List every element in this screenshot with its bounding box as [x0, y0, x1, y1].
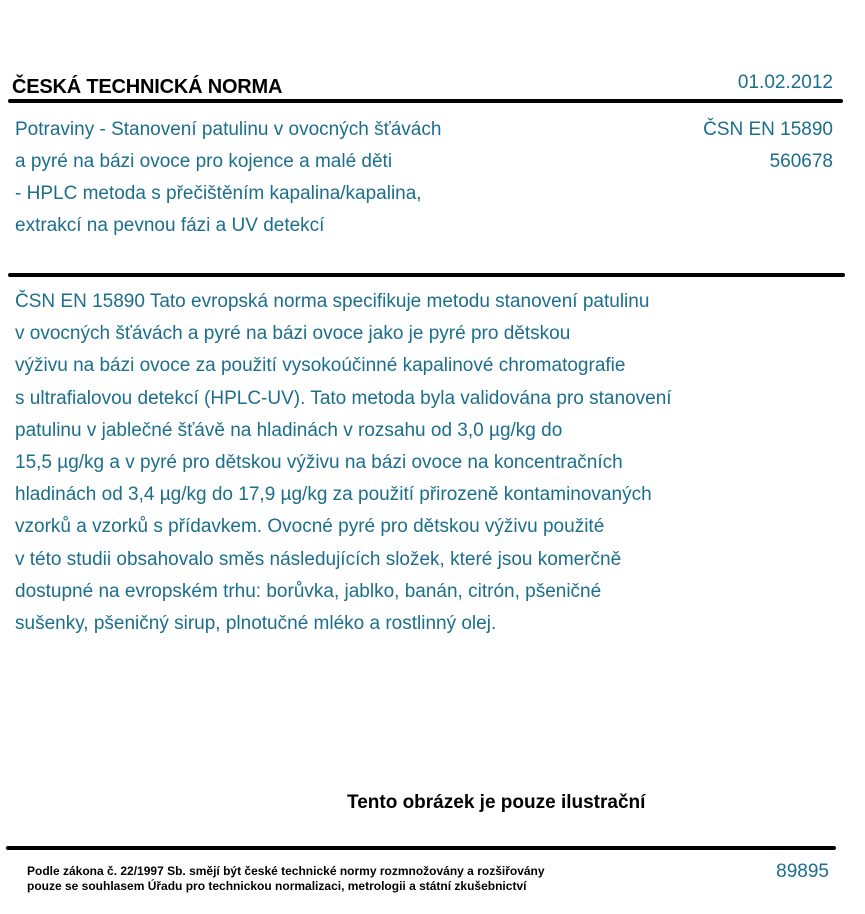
- title-divider: [8, 273, 845, 277]
- abstract-line: s ultrafialovou detekcí (HPLC-UV). Tato metoda byla validována pro stanovení: [15, 387, 672, 409]
- legal-line: Podle zákona č. 22/1997 Sb. smějí být české technické normy rozmnožovány a rozšiřovány: [27, 864, 545, 878]
- abstract-line: 15,5 µg/kg a v pyré pro dětskou výživu na bázi ovoce na koncentračních: [15, 452, 623, 474]
- abstract-line: patulinu v jablečné šťávě na hladinách v rozsahu od 3,0 µg/kg do: [15, 419, 563, 441]
- title-line: - HPLC metoda s přečištěním kapalina/kapalina,: [15, 183, 422, 204]
- abstract-text: [15, 286, 775, 640]
- publication-date: 01.02.2012: [737, 72, 833, 93]
- legal-line: pouze se souhlasem Úřadu pro technickou normalizaci, metrologii a státní zkušebnictví: [27, 879, 527, 893]
- document-number: 89895: [776, 861, 829, 882]
- title-line: a pyré na bázi ovoce pro kojence a malé děti: [15, 151, 393, 172]
- abstract-line: sušenky, pšeničný sirup, plnotučné mléko a rostlinný olej.: [15, 613, 497, 635]
- class-number: 560678: [769, 151, 833, 172]
- abstract-line: vzorků a vzorků s přídavkem. Ovocné pyré pro dětskou výživu použité: [15, 516, 605, 538]
- abstract-line: výživu na bázi ovoce za použití vysokoúčinné kapalinové chromatografie: [15, 355, 626, 377]
- title-line: Potraviny - Stanovení patulinu v ovocných šťávách: [15, 119, 442, 140]
- abstract-line: dostupné na evropském trhu: borůvka, jablko, banán, citrón, pšeničné: [15, 580, 602, 602]
- abstract-line: hladinách od 3,4 µg/kg do 17,9 µg/kg za použití přirozeně kontaminovaných: [15, 484, 652, 506]
- norm-code: ČSN EN 15890: [703, 119, 833, 140]
- standard-type-heading: ČESKÁ TECHNICKÁ NORMA: [12, 76, 283, 98]
- norm-identifiers: [703, 114, 833, 178]
- abstract-line: ČSN EN 15890 Tato evropská norma specifikuje metodu stanovení patulinu: [15, 291, 650, 312]
- title-line: extrakcí na pevnou fázi a UV detekcí: [15, 215, 325, 236]
- footer-divider: [6, 846, 836, 850]
- header-divider: [8, 99, 843, 103]
- document-title: [15, 114, 535, 242]
- illustration-notice: Tento obrázek je pouze ilustrační: [347, 792, 646, 813]
- abstract-line: v této studii obsahovalo směs následujících složek, které jsou komerčně: [15, 548, 622, 570]
- legal-notice: [27, 864, 545, 894]
- abstract-line: v ovocných šťávách a pyré na bázi ovoce jako je pyré pro dětskou: [15, 323, 571, 345]
